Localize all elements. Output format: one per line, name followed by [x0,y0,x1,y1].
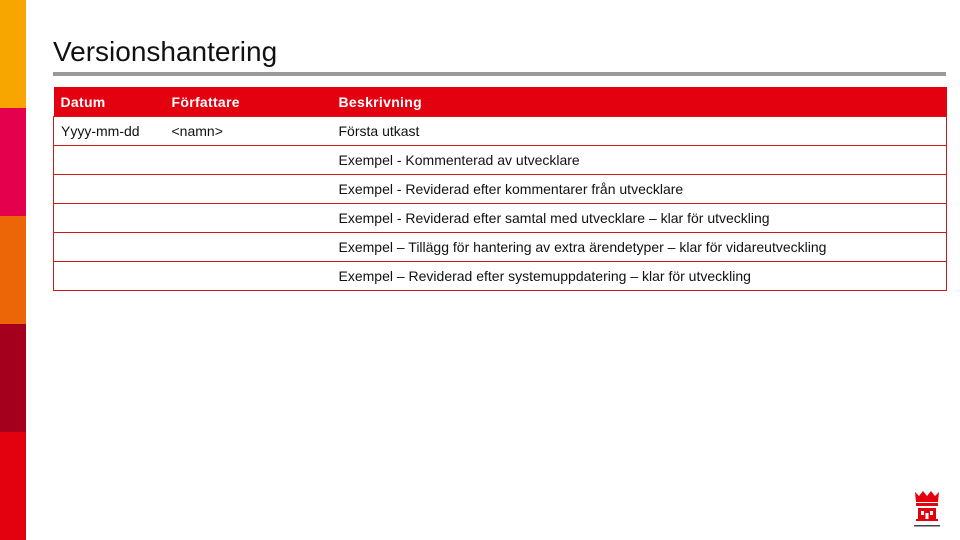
cell-author [165,175,332,204]
cell-author [165,262,332,291]
city-crest-icon [912,490,942,530]
table-header-row [54,87,947,117]
table-row [54,204,947,233]
table-row [54,117,947,146]
cell-description: Första utkast [332,117,947,146]
version-table [53,87,947,291]
cell-author [165,233,332,262]
title-divider [53,72,946,76]
cell-author [165,146,332,175]
header-author: Författare [171,93,240,110]
table-row [54,175,947,204]
page-title: Versionshantering [53,36,278,67]
cell-description: Exempel – Tillägg för hantering av extra ärendetyper – klar för vidareutveckling [332,233,947,262]
cell-description: Exempel - Reviderad efter samtal med utvecklare – klar för utveckling [332,204,947,233]
cell-author [165,204,332,233]
header-date: Datum [60,93,106,110]
stripe-segment-orange [0,216,26,324]
stripe-segment-yellow [0,0,26,108]
cell-date [54,204,165,233]
side-color-stripe [0,0,26,540]
cell-author: <namn> [165,117,332,146]
cell-description: Exempel - Reviderad efter kommentarer från utvecklare [332,175,947,204]
table-row [54,262,947,291]
cell-description: Exempel - Kommenterad av utvecklare [332,146,947,175]
cell-date [54,175,165,204]
stripe-segment-darkred [0,324,26,432]
table-row [54,146,947,175]
cell-description: Exempel – Reviderad efter systemuppdatering – klar för utveckling [332,262,947,291]
header-description: Beskrivning [338,93,422,110]
cell-date [54,146,165,175]
stripe-segment-red [0,432,26,540]
cell-date [54,262,165,291]
cell-date [54,233,165,262]
stripe-segment-pink [0,108,26,216]
cell-date: Yyyy-mm-dd [54,117,165,146]
table-row [54,233,947,262]
